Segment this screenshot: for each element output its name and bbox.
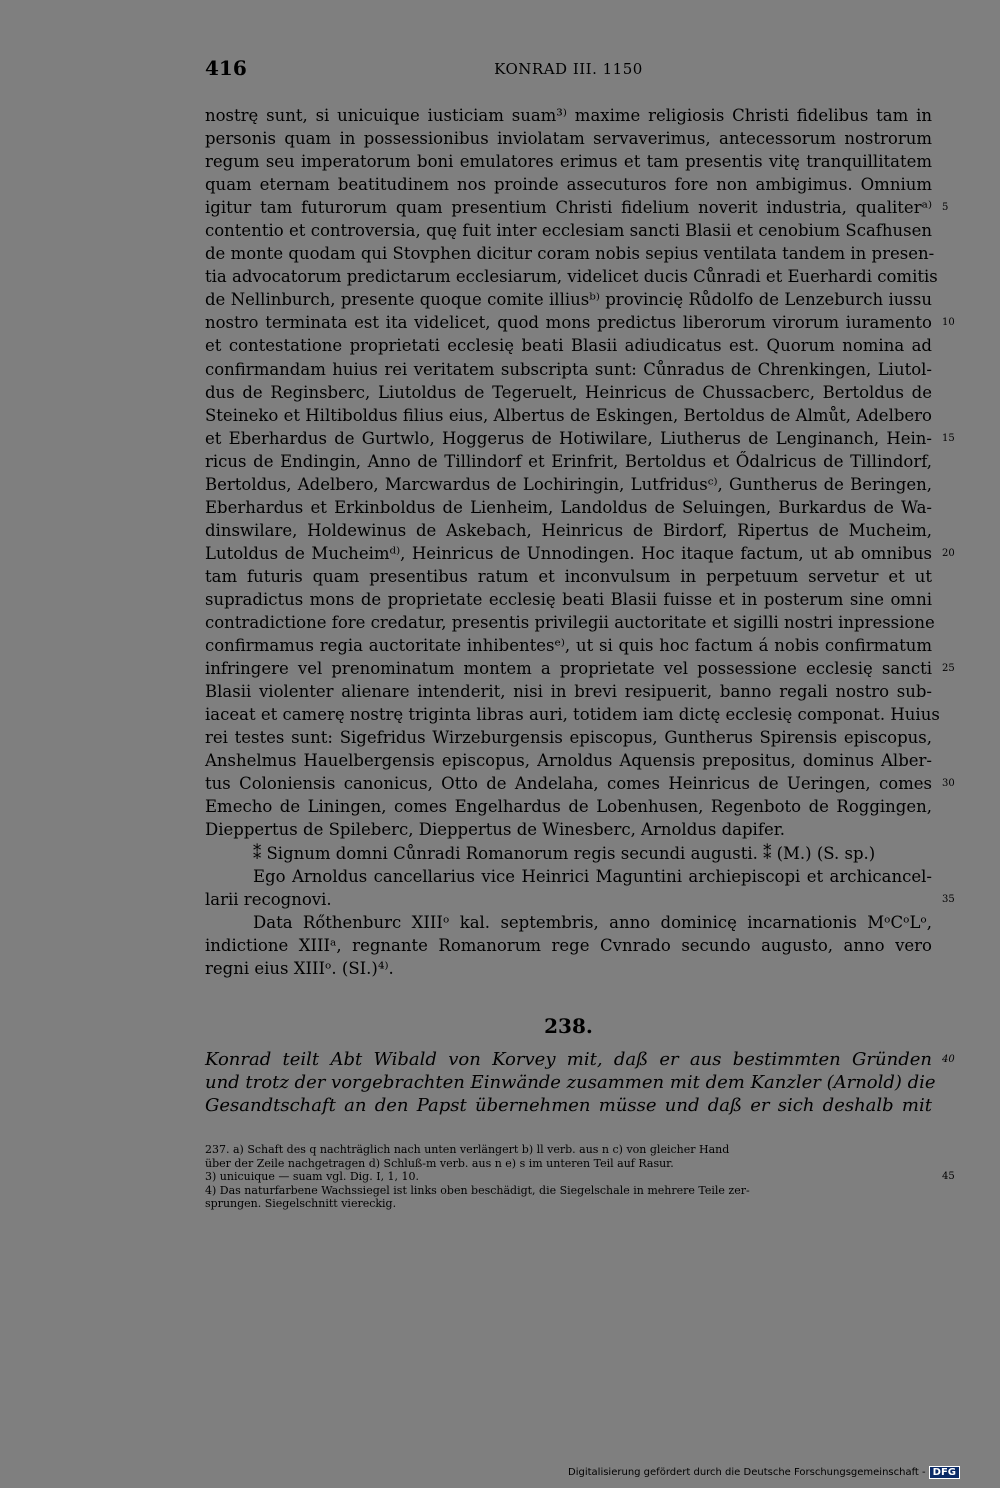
line-text: Data Rőthenburc XIIIᵒ kal. septembris, anno dominicę incarnationis MᵒCᵒLᵒ, [253, 912, 932, 932]
line-text: ricus de Endingin, Anno de Tillindorf et Erinfrit, Bertoldus et Ődalricus de Tillindorf, [205, 451, 932, 471]
line-text: larii recognovi. [205, 889, 332, 909]
line-number: 10 [942, 317, 955, 329]
text-line [205, 1143, 932, 1157]
line-text: Ego Arnoldus cancellarius vice Heinrici Maguntini archiepiscopi et archicancel- [253, 866, 932, 886]
text-line [205, 1197, 932, 1211]
text-line [205, 634, 932, 657]
line-text: tus Coloniensis canonicus, Otto de Andelaha, comes Heinricus de Ueringen, comes [205, 774, 932, 794]
text-line [205, 219, 932, 242]
running-title: KONRAD III. 1150 [494, 60, 643, 78]
text-line [205, 1157, 932, 1171]
line-text: de monte quodam qui Stovphen dicitur coram nobis sepius ventilata tandem in presen- [205, 244, 935, 264]
line-text: contentio et controversia, quę fuit inter ecclesiam sancti Blasii et cenobium Scafhusen [205, 221, 932, 241]
line-text: tia advocatorum predictarum ecclesiarum, videlicet ducis Cůnradi et Euerhardi comitis [205, 267, 938, 287]
text-line [205, 542, 955, 565]
line-number: 5 [942, 202, 949, 214]
line-text: dinswilare, Holdewinus de Askebach, Heinricus de Birdorf, Ripertus de Mucheim, [205, 520, 932, 540]
text-line [205, 1170, 955, 1184]
line-text: personis quam in possessionibus inviolatam servaverimus, antecessorum nostrorum [205, 129, 932, 149]
line-text: 4) Das naturfarbene Wachssiegel ist links oben beschädigt, die Siegelschale in mehrere Teile zer- [205, 1183, 750, 1197]
line-number: 25 [942, 663, 955, 675]
line-text: contradictione fore credatur, presentis privilegii auctoritate et sigilli nostri inpressione [205, 613, 935, 633]
text-line [205, 795, 932, 818]
line-text: tam futuris quam presentibus ratum et inconvulsum in perpetuum servetur et ut [205, 566, 932, 586]
text-line [205, 1071, 936, 1094]
text-line [205, 288, 932, 311]
page-number: 416 [205, 56, 247, 80]
text-line [205, 680, 932, 703]
text-line [205, 358, 932, 381]
text-line [205, 842, 932, 865]
line-text: indictione XIIIᵃ, regnante Romanorum rege Cvnrado secundo augusto, anno vero [205, 935, 932, 955]
line-text: Konrad teilt Abt Wibald von Korvey mit, daß er aus bestimmten Gründen [205, 1049, 932, 1070]
text-line [205, 150, 932, 173]
text-line [205, 703, 940, 726]
text-line [205, 450, 932, 473]
line-text: confirmandam huius rei veritatem subscripta sunt: Cůnradus de Chrenkingen, Liutol- [205, 359, 932, 379]
dfg-logo: DFG [929, 1466, 960, 1479]
charter-text [205, 104, 955, 980]
text-line [205, 611, 935, 634]
text-line [205, 381, 932, 404]
line-text: Dieppertus de Spileberc, Dieppertus de Winesberc, Arnoldus dapifer. [205, 820, 786, 840]
text-line [205, 726, 932, 749]
line-number: 15 [942, 432, 955, 444]
text-line [205, 565, 932, 588]
text-line [205, 772, 955, 795]
text-line [205, 911, 932, 934]
regest-summary [205, 1048, 955, 1117]
line-number: 40 [942, 1054, 955, 1065]
line-text: ⁑ Signum domni Cůnradi Romanorum regis secundi augusti. ⁑ (M.) (S. sp.) [253, 843, 876, 863]
text-line [205, 127, 932, 150]
text-line [205, 934, 932, 957]
text-line [205, 334, 932, 357]
line-text: Steineko et Hiltiboldus filius eius, Albertus de Eskingen, Bertoldus de Almůt, Adelbero [205, 405, 932, 425]
text-line [205, 588, 932, 611]
line-text: iaceat et camerę nostrę triginta libras auri, totidem iam dictę ecclesię componat. Huius [205, 705, 940, 725]
text-line [205, 519, 932, 542]
text-line [205, 1184, 932, 1198]
text-line [205, 404, 932, 427]
line-text: rei testes sunt: Sigefridus Wirzeburgensis episcopus, Guntherus Spirensis episcopus, [205, 728, 932, 748]
line-text: dus de Reginsberc, Liutoldus de Tegeruelt, Heinricus de Chussacberc, Bertoldus de [205, 382, 932, 402]
line-text: quam eternam beatitudinem nos proinde assecuturos fore non ambigimus. Omnium [205, 175, 932, 195]
line-text: de Nellinburch, presente quoque comite illiusᵇ⁾ provincię Růdolfo de Lenzeburch iussu [205, 290, 932, 310]
line-text: und trotz der vorgebrachten Einwände zusammen mit dem Kanzler (Arnold) die [205, 1072, 936, 1093]
text-line [205, 311, 955, 334]
line-text: supradictus mons de proprietate ecclesię beati Blasii fuisse et in posterum sine omni [205, 589, 932, 609]
footer-credit [568, 1466, 960, 1479]
line-text: Bertoldus, Adelbero, Marcwardus de Lochiringin, Lutfridusᶜ⁾, Guntherus de Beringen, [205, 474, 932, 494]
line-text: Eberhardus et Erkinboldus de Lienheim, Landoldus de Seluingen, Burkardus de Wa- [205, 497, 932, 517]
line-number: 20 [942, 547, 955, 559]
line-text: Emecho de Liningen, comes Engelhardus de Lobenhusen, Regenboto de Roggingen, [205, 797, 932, 817]
line-text: Anshelmus Hauelbergensis episcopus, Arnoldus Aquensis prepositus, dominus Alber- [205, 751, 932, 771]
line-text: et Eberhardus de Gurtwlo, Hoggerus de Hotiwilare, Liutherus de Lenginanch, Hein- [205, 428, 932, 448]
text-line [205, 657, 955, 680]
footnotes [205, 1143, 955, 1211]
text-line [205, 818, 932, 841]
text-line [205, 104, 932, 127]
line-text: regum seu imperatorum boni emulatores erimus et tam presentis vitę tranquillitatem [205, 152, 932, 172]
line-number: 45 [942, 1171, 955, 1182]
line-text: et contestatione proprietati ecclesię beati Blasii adiudicatus est. Quorum nomina ad [205, 336, 932, 356]
line-text: über der Zeile nachgetragen d) Schluß-m verb. aus n e) s im unteren Teil auf Rasur. [205, 1156, 674, 1170]
text-line [205, 496, 932, 519]
line-text: infringere vel prenominatum montem a proprietate vel possessione ecclesię sancti [205, 659, 932, 679]
text-line [205, 196, 949, 219]
document-number: 238. [544, 1014, 593, 1038]
line-text: confirmamus regia auctoritate inhibentesᵉ⁾, ut si quis hoc factum á nobis confirmatum [205, 636, 932, 656]
text-line [205, 242, 935, 265]
line-text: sprungen. Siegelschnitt viereckig. [205, 1197, 397, 1210]
footer-text: Digitalisierung gefördert durch die Deutsche Forschungsgemeinschaft - [568, 1467, 926, 1478]
line-number: 30 [942, 778, 955, 790]
line-number: 35 [942, 893, 955, 905]
line-text: nostrę sunt, si unicuique iusticiam suam³⁾ maxime religiosis Christi fidelibus tam in [205, 106, 932, 125]
line-text: regni eius XIIIᵒ. (SI.)⁴⁾. [205, 958, 394, 978]
page-header [205, 56, 932, 86]
text-line [205, 1048, 955, 1071]
text-line [205, 427, 955, 450]
text-line [205, 888, 955, 911]
text-line [205, 265, 938, 288]
line-text: Gesandtschaft an den Papst übernehmen müsse und daß er sich deshalb mit [205, 1095, 932, 1116]
line-text: 237. a) Schaft des q nachträglich nach unten verlängert b) ll verb. aus n c) von gleicher Hand [205, 1143, 730, 1156]
text-line [205, 473, 932, 496]
text-line [205, 865, 932, 888]
text-line [205, 749, 932, 772]
line-text: Lutoldus de Mucheimᵈ⁾, Heinricus de Unnodingen. Hoc itaque factum, ut ab omnibus [205, 543, 932, 563]
text-line [205, 957, 932, 980]
line-text: Blasii violenter alienare intenderit, nisi in brevi resipuerit, banno regali nostro sub- [205, 682, 932, 702]
line-text: nostro terminata est ita videlicet, quod mons predictus liberorum virorum iuramento [205, 313, 932, 333]
text-line [205, 1094, 932, 1117]
line-text: 3) unicuique — suam vgl. Dig. I, 1, 10. [205, 1170, 420, 1183]
text-line [205, 173, 932, 196]
line-text: igitur tam futurorum quam presentium Christi fidelium noverit industria, qualiterᵃ⁾ [205, 198, 932, 218]
